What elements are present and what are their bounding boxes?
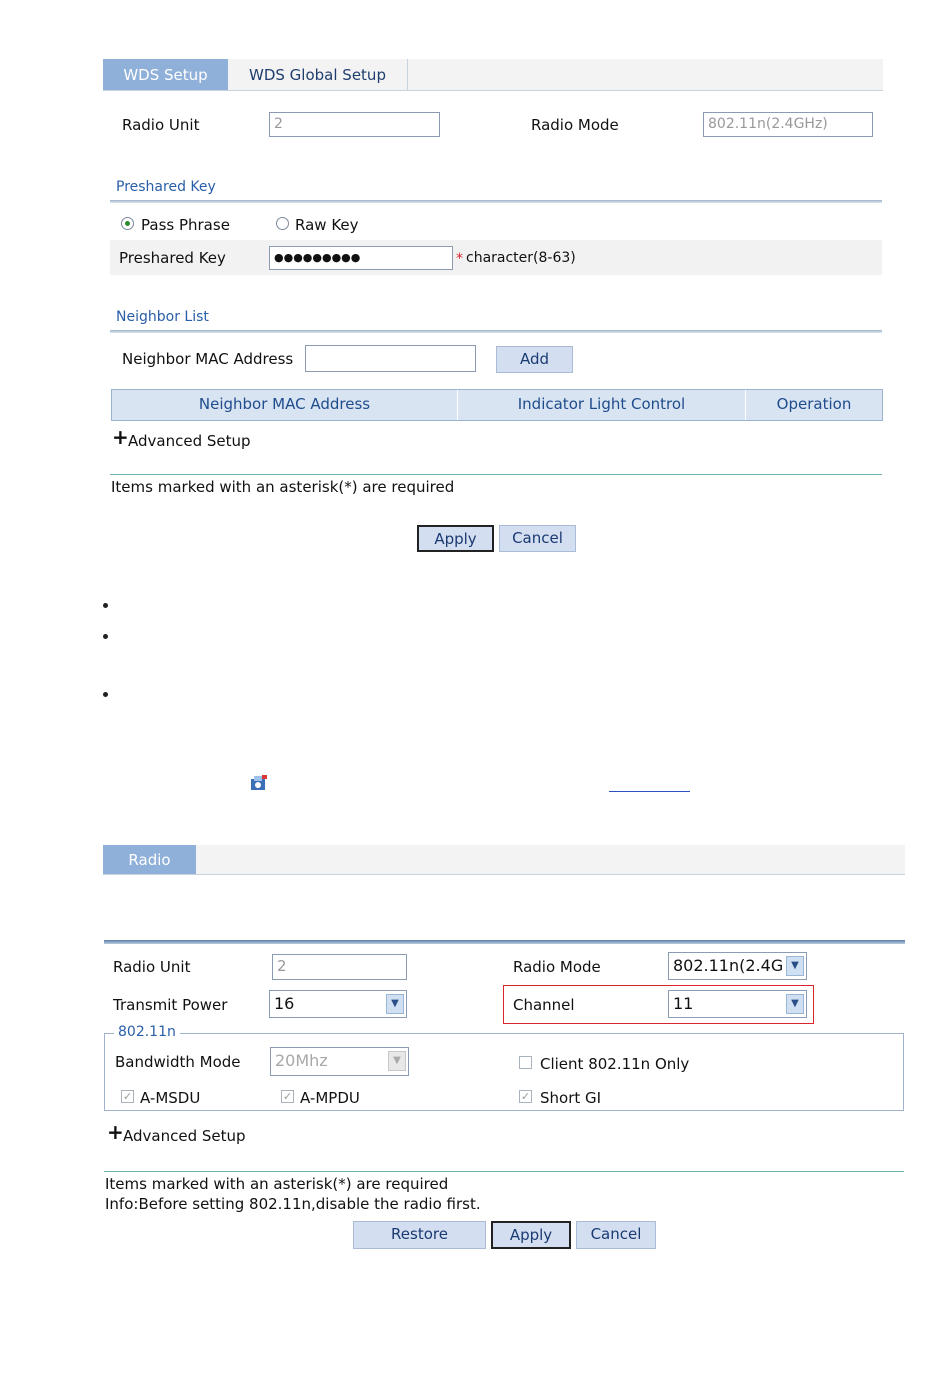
client-80211n-only-label: Client 802.11n Only [540, 1055, 690, 1073]
required-asterisk: * [456, 251, 463, 267]
short-gi-label: Short GI [540, 1089, 602, 1107]
radio-mode-value: 802.11n(2.4G [673, 956, 784, 975]
preshared-key-section-title: Preshared Key [116, 179, 216, 195]
radio-mode-select[interactable] [668, 952, 807, 980]
a-mpdu-checkbox[interactable] [281, 1090, 294, 1103]
required-note: Items marked with an asterisk(*) are required [105, 1175, 449, 1193]
a-mpdu-label: A-MPDU [300, 1089, 360, 1107]
a-msdu-checkbox[interactable] [121, 1090, 134, 1103]
link-underline[interactable] [609, 791, 690, 792]
bandwidth-mode-label: Bandwidth Mode [115, 1053, 241, 1071]
neighbor-mac-input[interactable] [305, 345, 476, 372]
short-gi-checkbox[interactable] [519, 1090, 532, 1103]
radio-mode-label: Radio Mode [531, 116, 619, 134]
dropdown-arrow-icon[interactable]: ▼ [786, 994, 804, 1014]
transmit-power-label: Transmit Power [113, 996, 228, 1014]
radio-unit-label: Radio Unit [113, 958, 191, 976]
80211n-group-box [104, 1033, 904, 1111]
channel-select[interactable] [668, 990, 807, 1018]
neighbor-table-header [111, 389, 883, 421]
raw-key-label: Raw Key [295, 216, 359, 234]
preshared-key-label: Preshared Key [119, 249, 226, 267]
required-note: Items marked with an asterisk(*) are required [111, 478, 455, 496]
bullet-point [103, 634, 108, 639]
transmit-power-select[interactable] [269, 990, 407, 1018]
radio-mode-label: Radio Mode [513, 958, 601, 976]
bullet-point [103, 692, 108, 697]
radio-mode-input[interactable]: 802.11n(2.4GHz) [703, 112, 873, 137]
info-note: Info:Before setting 802.11n,disable the radio first. [105, 1195, 481, 1213]
radio-divider [104, 940, 905, 944]
check-icon: ✓ [122, 1090, 133, 1103]
footer-divider [104, 1171, 904, 1172]
column-operation: Operation [776, 395, 852, 413]
radio-unit-input[interactable]: 2 [269, 112, 440, 137]
dropdown-arrow-icon[interactable]: ▼ [388, 1051, 406, 1071]
footer-divider [110, 474, 882, 475]
bullet-point [103, 603, 108, 608]
radio-unit-label: Radio Unit [122, 116, 200, 134]
add-button[interactable]: Add [496, 346, 573, 373]
advanced-setup-expand-icon[interactable]: + [112, 425, 129, 449]
80211n-group-title: 802.11n [114, 1024, 180, 1040]
advanced-setup-expand-icon[interactable]: + [107, 1120, 124, 1144]
a-msdu-label: A-MSDU [140, 1089, 201, 1107]
channel-label: Channel [513, 996, 575, 1014]
preshared-key-hint: character(8-63) [466, 250, 576, 266]
pass-phrase-label: Pass Phrase [141, 216, 230, 234]
tab-wds-global-setup[interactable]: WDS Global Setup [228, 59, 408, 90]
cancel-button[interactable]: Cancel [576, 1221, 656, 1249]
column-indicator-light: Indicator Light Control [458, 390, 746, 420]
apply-button[interactable]: Apply [491, 1221, 571, 1249]
neighbor-list-divider [110, 330, 882, 333]
advanced-setup-link[interactable]: Advanced Setup [123, 1127, 246, 1145]
column-neighbor-mac: Neighbor MAC Address [112, 390, 458, 420]
check-icon: ✓ [282, 1090, 293, 1103]
tab-wds-setup[interactable]: WDS Setup [103, 59, 228, 90]
advanced-setup-link[interactable]: Advanced Setup [128, 432, 251, 450]
neighbor-list-section-title: Neighbor List [116, 309, 209, 325]
restore-button[interactable]: Restore [353, 1221, 486, 1249]
apply-button[interactable]: Apply [417, 525, 494, 552]
radio-tab-bar [103, 845, 905, 875]
preshared-key-input[interactable]: ●●●●●●●●● [269, 246, 453, 270]
channel-value: 11 [673, 994, 694, 1013]
radio-unit-input[interactable]: 2 [272, 954, 407, 980]
tab-radio[interactable]: Radio [103, 845, 196, 874]
bandwidth-mode-value: 20Mhz [275, 1051, 328, 1070]
client-80211n-only-checkbox[interactable] [519, 1056, 532, 1069]
cancel-button[interactable]: Cancel [499, 525, 576, 552]
raw-key-radio[interactable] [276, 217, 289, 230]
check-icon: ✓ [520, 1090, 531, 1103]
transmit-power-value: 16 [274, 994, 295, 1013]
preshared-key-divider [110, 200, 882, 203]
bandwidth-mode-select[interactable] [270, 1047, 409, 1076]
dropdown-arrow-icon[interactable]: ▼ [786, 956, 804, 976]
settings-icon[interactable] [249, 774, 269, 792]
neighbor-mac-label: Neighbor MAC Address [122, 350, 294, 368]
pass-phrase-radio[interactable] [121, 217, 134, 230]
dropdown-arrow-icon[interactable]: ▼ [386, 994, 404, 1014]
